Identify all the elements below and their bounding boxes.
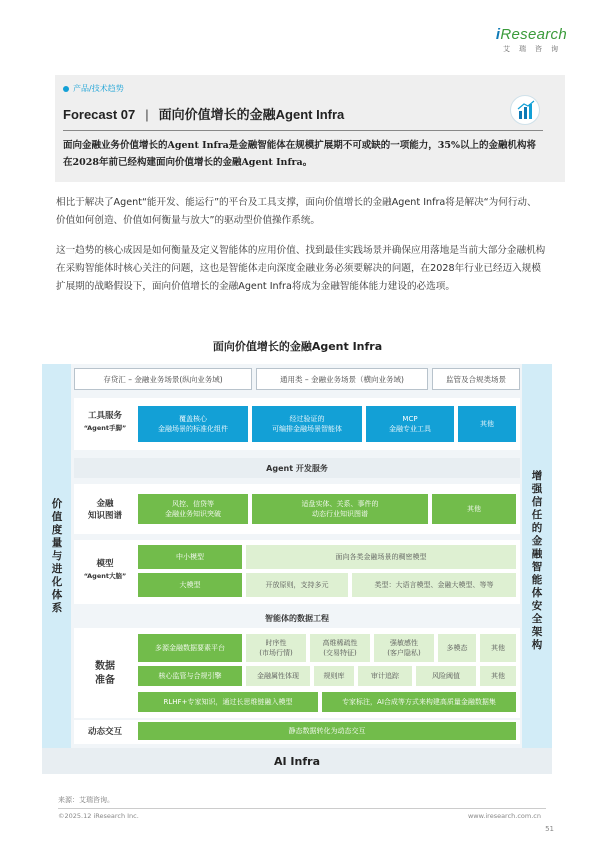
website: www.iresearch.com.cn xyxy=(467,812,541,820)
large-model-desc: 开放原则，支持多元 xyxy=(246,573,348,597)
right-vertical-label: 增强信任的金融智能体安全架构 xyxy=(531,470,543,651)
data-engineering-title: 智能体的数据工程 xyxy=(265,613,329,623)
diagram-title: 面向价值增长的金融Agent Infra xyxy=(212,340,383,353)
small-model-box: 中小模型 xyxy=(138,545,242,569)
knowledge-item: 风控、信贷等 金融业务知识突破 xyxy=(138,494,248,524)
data-item: 风险阈值 xyxy=(416,666,476,686)
title-divider xyxy=(63,130,543,131)
data-item: 高维稀疏性 (交易特征) xyxy=(310,634,370,662)
tool-item: 其他 xyxy=(458,406,516,442)
dynamic-label: 动态交互 xyxy=(87,727,122,737)
tool-item: 覆盖核心 金融场景的标准化组件 xyxy=(138,406,248,442)
footer-divider xyxy=(58,808,546,809)
data-item: 专家标注，AI合成等方式来构建高质量金融数据集 xyxy=(322,692,516,712)
data-item: 其他 xyxy=(480,634,516,662)
ai-infra-base: AI Infra xyxy=(42,748,552,774)
bullet-dot-icon xyxy=(63,86,69,92)
scene-box: 通用类 – 金融业务场景（横向业务域) xyxy=(256,368,428,390)
summary-text: 面向金融业务价值增长的Agent Infra是金融智能体在规模扩展期不可或缺的一项能力，35%以上的金融机构将在2028年前已经构建面向价值增长的金融Agent Infra。 xyxy=(63,140,537,168)
data-item: 核心监管与合规引擎 xyxy=(138,666,242,686)
large-model-box: 大模型 xyxy=(138,573,242,597)
paragraph-1: 相比于解决了Agent“能开发、能运行”的平台及工具支撑，面向价值增长的金融Agent Infra将是解决“为何行动、价值如何创造、价值如何衡量与放大”的驱动型价值操作系统。 xyxy=(56,197,537,226)
paragraph-2: 这一趋势的核心成因是如何衡量及定义智能体的应用价值、找到最佳实践场景并确保应用落地是当前大部分金融机构在采购智能体时核心关注的问题，这也是智能体走向深度金融业务必须要解决的问题，在2028年行业已经迈入规模扩展期的战略假设下，面向价值增长的金融Agent Infra将成为金融智能体能力建设的必选项。 xyxy=(56,245,546,292)
tools-label: 工具服务 “Agent手脚” xyxy=(83,411,127,432)
knowledge-item: 其他 xyxy=(432,494,516,524)
data-item: 审计追踪 xyxy=(358,666,412,686)
chart-bars-icon xyxy=(510,95,540,125)
data-item: 时序性 (市场行情) xyxy=(246,634,306,662)
iresearch-logo: iResearch 艾瑞咨询 xyxy=(495,26,567,53)
data-item: 其他 xyxy=(480,666,516,686)
page-number: 51 xyxy=(545,825,554,833)
knowledge-item: 适盘实体、关系、事件的 动态行业知识图谱 xyxy=(252,494,428,524)
small-model-desc: 面向各类金融场景的稠密模型 xyxy=(246,545,516,569)
copyright: ©2025.12 iResearch Inc. xyxy=(58,812,139,820)
page-title: Forecast 07 | 面向价值增长的金融Agent Infra xyxy=(63,107,345,122)
tool-item: 经过验证的 可编排金融场景智能体 xyxy=(252,406,362,442)
left-vertical-label: 价值度量与进化体系 xyxy=(51,498,63,614)
data-item: 多模态 xyxy=(438,634,476,662)
scene-box: 监管及合规类场景 xyxy=(432,368,520,390)
tool-item: MCP 金融专业工具 xyxy=(366,406,454,442)
category-tag: 产品/技术趋势 xyxy=(63,83,124,94)
dev-service-band: Agent 开发服务 xyxy=(74,458,520,478)
data-item: 多源金融数据要素平台 xyxy=(138,634,242,662)
scene-box: 存贷汇 – 金融业务场景(纵向业务域) xyxy=(74,368,252,390)
dynamic-bar: 静态数据转化为动态交互 xyxy=(138,722,516,740)
data-item: 规则库 xyxy=(314,666,354,686)
data-item: 强敏感性 (客户隐私) xyxy=(374,634,434,662)
model-label: 模型 “Agent大脑” xyxy=(83,559,127,580)
source-note: 来源：艾瑞咨询。 xyxy=(58,796,114,804)
data-label: 数据 准备 xyxy=(95,661,115,686)
data-item: RLHF+专家知识，通过长思维链融入模型 xyxy=(138,692,318,712)
data-item: 金融属性体现 xyxy=(246,666,310,686)
knowledge-label: 金融 知识图谱 xyxy=(87,499,122,521)
large-model-types: 类型：大语言模型、金融大模型、等等 xyxy=(352,573,516,597)
